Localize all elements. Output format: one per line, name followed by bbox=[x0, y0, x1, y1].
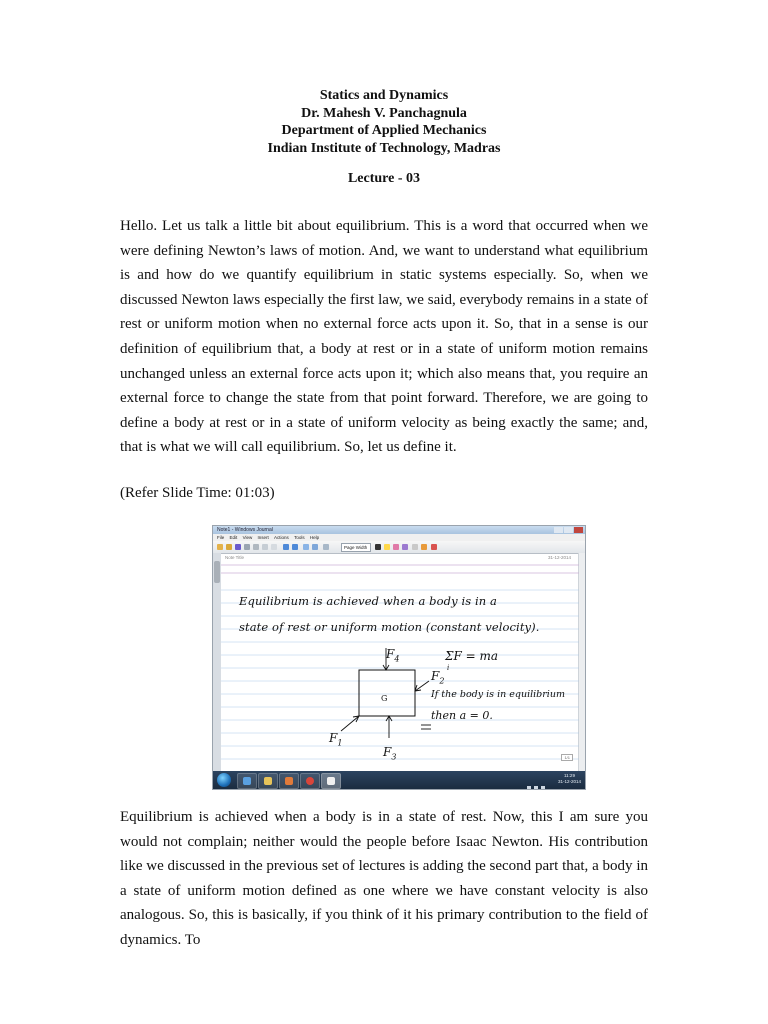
notebook-lines bbox=[221, 553, 579, 771]
slide-scrollbar bbox=[578, 553, 585, 771]
f4-subscript: 4 bbox=[394, 654, 400, 664]
flag-icon bbox=[431, 544, 437, 550]
instructor-name: Dr. Mahesh V. Panchagnula bbox=[301, 105, 467, 121]
menu-help: Help bbox=[309, 535, 320, 540]
equilibrium-condition-2: then a = 0. bbox=[431, 709, 493, 722]
clock-date: 31-12-2014 bbox=[557, 779, 581, 784]
force-label-f2 bbox=[431, 669, 444, 685]
slide-screenshot bbox=[212, 525, 586, 790]
menu-actions: Actions bbox=[274, 535, 289, 540]
slide-left-strip bbox=[213, 553, 221, 771]
center-of-gravity-label: G bbox=[381, 694, 388, 703]
institute-name: Indian Institute of Technology, Madras bbox=[267, 140, 501, 156]
save-icon bbox=[235, 544, 241, 550]
task-chrome bbox=[300, 773, 320, 789]
page-icon bbox=[323, 544, 329, 550]
new-note-icon bbox=[217, 544, 223, 550]
volume-icon bbox=[534, 786, 538, 790]
handwriting-line-2: state of rest or uniform motion (constant velocity). bbox=[239, 620, 540, 634]
cut-icon bbox=[253, 544, 259, 550]
lecture-number: Lecture - 03 bbox=[347, 171, 421, 186]
paragraph-intro: Hello. Let us talk a little bit about equilibrium. This is a word that occurred when we were defining Newton’s laws of motion. And, we want to understand what equilibrium is and how do we quantify equilibrium in static systems especially. So, when we discussed Newton laws especially the first law, we said, everybody remains in a state of rest or uniform motion when no external force acts upon it. So, that in a sense is our definition of equilibrium that, a body at rest or in a state of uniform motion remains unchanged unless an external force acts upon it; which also means that, you require an external force to change the state from that point forward. Therefore, we are going to define a body at rest or in a state of uniform velocity as being exactly the same; and, that is what we will call equilibrium. So, let us define it. bbox=[120, 218, 648, 456]
task-folder bbox=[258, 773, 278, 789]
paste-icon bbox=[271, 544, 277, 550]
media-player-icon bbox=[285, 777, 293, 785]
menu-tools: Tools bbox=[294, 535, 305, 540]
menu-view: View bbox=[242, 535, 253, 540]
slide-titlebar bbox=[213, 526, 585, 534]
start-button-icon bbox=[217, 773, 231, 787]
redo-icon bbox=[292, 544, 298, 550]
department-name: Department of Applied Mechanics bbox=[281, 123, 487, 138]
insert-space-icon bbox=[303, 544, 309, 550]
taskbar-clock bbox=[558, 773, 581, 785]
refer-slide-time: (Refer Slide Time: 01:03) bbox=[120, 485, 275, 501]
task-journal bbox=[321, 773, 341, 789]
force-label-f3 bbox=[383, 745, 396, 761]
windows-taskbar bbox=[213, 771, 585, 789]
task-explorer bbox=[237, 773, 257, 789]
highlighter-icon bbox=[384, 544, 390, 550]
menu-file: File bbox=[217, 535, 225, 540]
f3-letter: F bbox=[383, 745, 392, 759]
close-icon bbox=[574, 527, 583, 533]
system-tray-icons bbox=[524, 777, 545, 790]
task-media bbox=[279, 773, 299, 789]
zoom-select: Page Width bbox=[341, 543, 371, 552]
menu-edit: Edit bbox=[229, 535, 238, 540]
chrome-icon bbox=[306, 777, 314, 785]
menu-insert: Insert bbox=[257, 535, 269, 540]
page-count: 1/1 bbox=[561, 754, 573, 761]
slide-window-title: Note1 - Windows Journal bbox=[217, 527, 273, 533]
paragraph-continuation: Equilibrium is achieved when a body is in a state of rest. Now, this I am sure you would not complain; neither would the people before Isaac Newton. His contribution like we discussed in the previous set of lectures is adding the second part that, a body in a state of uniform motion defined as one where we have constant velocity is also analogous. So, this is basically, if you think of it his primary contribution to the field of dynamics. To bbox=[120, 809, 648, 948]
open-icon bbox=[226, 544, 232, 550]
ie-icon bbox=[243, 777, 251, 785]
page-title-label: Note Title bbox=[225, 555, 245, 560]
f1-letter: F bbox=[329, 731, 338, 745]
course-title: Statics and Dynamics bbox=[319, 88, 449, 103]
notebook-page bbox=[221, 553, 579, 771]
f2-subscript: 2 bbox=[439, 676, 445, 686]
folder-icon bbox=[264, 777, 272, 785]
minimize-icon bbox=[554, 527, 563, 533]
selection-icon bbox=[402, 544, 408, 550]
undo-icon bbox=[283, 544, 289, 550]
maximize-icon bbox=[564, 527, 573, 533]
newton-law-equation: ΣF = ma bbox=[445, 649, 499, 663]
force-label-f1 bbox=[329, 731, 342, 747]
equilibrium-condition-1: If the body is in equilibrium bbox=[431, 689, 565, 700]
lasso-icon bbox=[421, 544, 427, 550]
f2-letter: F bbox=[431, 669, 440, 683]
f3-subscript: 3 bbox=[391, 752, 397, 762]
f4-letter: F bbox=[386, 647, 395, 661]
network-icon bbox=[527, 786, 531, 790]
clock-time: 11:29 bbox=[564, 773, 575, 778]
force-label-f4 bbox=[386, 647, 399, 663]
print-icon bbox=[244, 544, 250, 550]
equation-sum-index: i bbox=[447, 664, 450, 672]
document-header bbox=[0, 87, 768, 157]
copy-icon bbox=[262, 544, 268, 550]
text-select-icon bbox=[412, 544, 418, 550]
battery-icon bbox=[541, 786, 545, 790]
slide-menubar bbox=[213, 534, 585, 541]
f1-subscript: 1 bbox=[337, 738, 343, 748]
page-date-label: 31-12-2014 bbox=[547, 555, 571, 560]
eraser-icon bbox=[393, 544, 399, 550]
collapse-handle bbox=[214, 561, 220, 583]
handwriting-line-1: Equilibrium is achieved when a body is in a bbox=[239, 594, 498, 608]
pen-icon bbox=[375, 544, 381, 550]
pan-icon bbox=[312, 544, 318, 550]
journal-icon bbox=[327, 777, 335, 785]
